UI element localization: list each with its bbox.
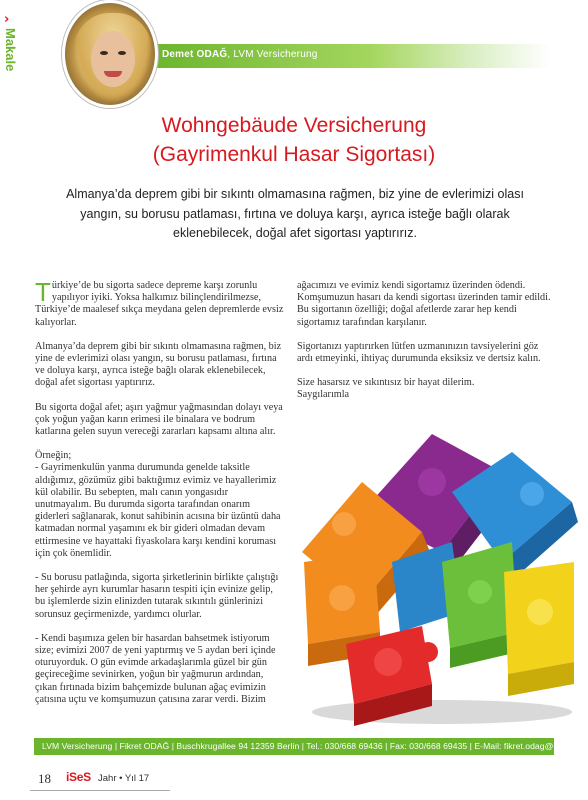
puzzle-house-icon <box>282 412 580 730</box>
article-title: Wohngebäude Versicherung <box>161 114 427 137</box>
paragraph: - Gayrimenkulün yanma durumunda genelde taksitle aldığımız, gözümüz gibi baktığımız evimiz ve hayallerimiz kül olabilir. Bu sebepten, malı canın yongasıdır unutmayalım. Bu durumda sigorta tarafından onarım giderleri sağlanarak, konut sahibinin acısına bir üzüntü daha katmadan normal yaşamını ek bir gideri olmadan devam ettirmesine ve hayattaki fiyaskolara karşı kendini koruması için çok önemlidir. <box>35 462 281 559</box>
author-line <box>162 49 317 60</box>
right-column <box>297 280 555 402</box>
paragraph: - Kendi başımıza gelen bir hasardan bahsetmek istiyorum size; evimizi 2007 de yeni yaptırmış ve 5 aydan beri içinde oturuyorduk. O gün evimde arkadaşlarımla güzel bir gün geçireceğime sevinirken, yoğun bir yağmurun ardından, çıkan fırtınada bizim bahçemizde bulunan ağaç evimizin çatısına uçtu ve komşumuzun çatısına zarar verdi. Bizim <box>35 632 276 705</box>
author-company: , LVM Versicherung <box>227 49 318 60</box>
paragraph: Bu sigorta doğal afet; aşırı yağmur yağmasından dolayı veya çok yoğun yağan karın erimesi ile binalara ve bodrum katlarına gelen suyun vereceği zararları kapsamı altına alır. <box>35 401 283 438</box>
magazine-logo: iSeS <box>66 770 91 784</box>
author-name: Demet ODAĞ <box>162 49 228 60</box>
paragraph: Sigortanızı yaptırırken lütfen uzmanınızın tavsiyelerini göz ardı etmeyinki, ihtiyaç durumunda eksiksiz ve dertsiz kalın. <box>297 340 541 365</box>
dropcap: T <box>35 277 51 307</box>
eye-right <box>118 51 126 55</box>
signature-line: Saygılarımla <box>297 389 350 401</box>
eye-left <box>100 51 108 55</box>
section-label: Makale <box>3 28 18 72</box>
left-column <box>35 277 285 718</box>
face-shape <box>91 31 135 87</box>
paragraph: ağacımızı ve evimiz kendi sigortamız üzerinden ödendi. Komşumuzun hasarı da kendi sigortası üzerinden tamir edildi. Bu sigortanın özelliği; doğal afetlerde zarar hep kendi sigortamız tarafından karşılanır. <box>297 280 551 328</box>
section-tab <box>0 6 20 72</box>
issue-label: Jahr • Yıl 17 <box>98 773 150 784</box>
article-subtitle: (Gayrimenkul Hasar Sigortası) <box>152 143 436 166</box>
bottom-rule <box>30 790 170 791</box>
lead-paragraph: Almanya’da deprem gibi bir sıkıntı olmamasına rağmen, biz yine de evlerimizi olası yangın, su borusu patlaması, fırtına ve doluya karşı, ayrıca isteğe bağlı olarak eklenebilecek, doğal afet sigortası yaptırırız. <box>66 187 524 240</box>
closing-line: Size hasarsız ve sıkıntısız bir hayat dilerim. <box>297 377 475 389</box>
page-number: 18 <box>38 771 51 786</box>
chevron-right-icon: › <box>4 12 10 27</box>
paragraph: Almanya’da deprem gibi bir sıkıntı olmamasına rağmen, biz yine de evlerimizi olası yangın, su borusu patlaması, fırtına ve doluya karşı, ayrıca isteğe bağlı olarak eklenebilecek, doğal afet sigortası yaptırırız. <box>35 340 282 389</box>
footer-contact: LVM Versicherung | Fikret ODAĞ | Buschkrugallee 94 12359 Berlin | Tel.: 030/668 69436 | Fax: 030/668 69435 | E-Mail: fikret.odag@me.com <box>42 741 585 751</box>
paragraph: - Su borusu patlağında, sigorta şirketlerinin birlikte çalıştığı her şehirde ayrı kurumlar hasarın tespiti için evinize gelip, bu işlemlerde sizin elinizden tutarak sıkıntılı günlerinizi sorunsuz geçirmenizde, yardımcı olurlar. <box>35 572 279 620</box>
example-label: Örneğin; <box>35 450 72 462</box>
author-photo <box>62 0 158 108</box>
paragraph: Türkiye’de bu sigorta sadece depreme karşı zorunlu yapılıyor iyiki. Yoksa halkımız bilinçlendirilmezse, Türkiye’de maalesef sıkça meydana gelen depremlerde evsiz kalıyorlar. <box>35 277 284 328</box>
